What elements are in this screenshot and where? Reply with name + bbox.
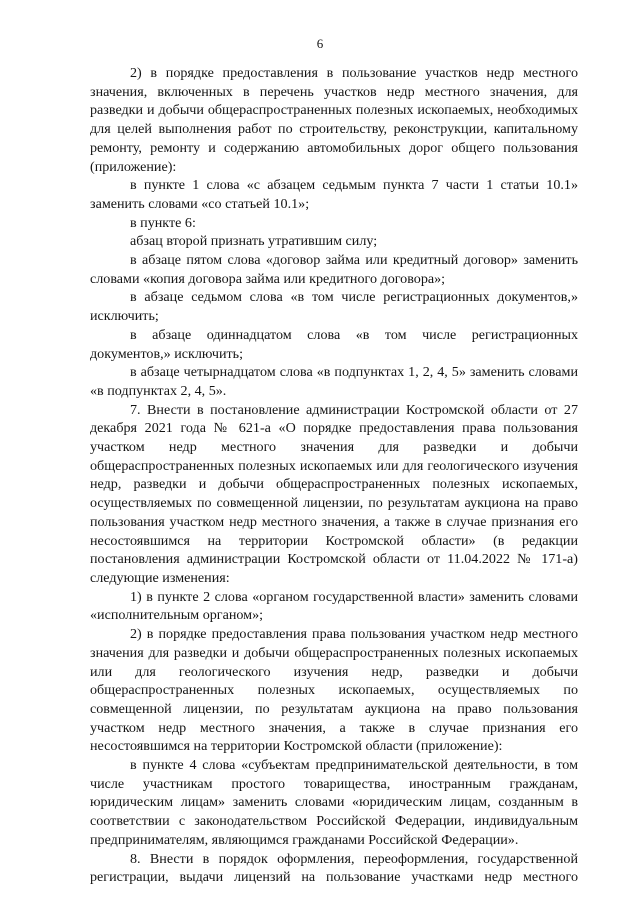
paragraph: в абзаце одиннадцатом слова «в том числе регистрационных документов,» исключить; [90, 326, 578, 362]
page-number: 6 [316, 36, 324, 51]
document-body [90, 64, 578, 887]
paragraph: 1) в пункте 2 слова «органом государственной власти» заменить словами «исполнительным органом»; [90, 588, 578, 624]
paragraph: в абзаце седьмом слова «в том числе регистрационных документов,» исключить; [90, 289, 578, 325]
paragraph: 8. Внести в порядок оформления, переоформления, государственной регистрации, выдачи лицензий на пользование участками недр местного [90, 850, 578, 886]
paragraph: в абзаце четырнадцатом слова «в подпунктах 1, 2, 4, 5» заменить словами «в подпунктах 2, 4, 5». [90, 364, 578, 399]
paragraph: 2) в порядке предоставления в пользование участков недр местного значения, включенных в перечень участков недр местного значения, для разведки и добычи общераспространенных полезных ископаемых, необходимых для целей выполнения работ по строительству, реконструкции, капитальному ремонту, ремонту и содержанию автомобильных дорог общего пользования (приложение): [90, 65, 578, 175]
paragraph: абзац второй признать утратившим силу; [130, 233, 378, 250]
paragraph: в пункте 4 слова «субъектам предпринимательской деятельности, в том числе участникам простого товарищества, иностранным гражданам, юридическим лицам» заменить словами «юридическим лицам, созданным в соответствии с законодательством Российской Федерации, индивидуальным предпринимателям, являющимся гражданами Российской Федерации». [90, 757, 578, 848]
paragraph: в пункте 6: [130, 214, 196, 231]
paragraph: 7. Внести в постановление администрации Костромской области от 27 декабря 2021 года № 621-а «О порядке предоставления права пользования участком недр местного значения для разведки и добычи общераспространенных полезных ископаемых или для геологического изучения недр, разведки и добычи общераспространенных полезных ископаемых, осуществляемых по совмещенной лицензии, по результатам аукциона на право пользования участком недр местного значения, а также в случае признания его несостоявшимся на территории Костромской области» (в редакции постановления администрации Костромской области от 11.04.2022 № 171-а) следующие изменения: [90, 401, 578, 586]
paragraph: в пункте 1 слова «с абзацем седьмым пункта 7 части 1 статьи 10.1» заменить словами «со статьей 10.1»; [90, 177, 578, 212]
paragraph: в абзаце пятом слова «договор займа или кредитный договор» заменить словами «копия договора займа или кредитного договора»; [90, 252, 578, 287]
paragraph: 2) в порядке предоставления права пользования участком недр местного значения для разведки и добычи общераспространенных полезных ископаемых или для геологического изучения недр, разведки и добычи общераспространенных полезных ископаемых, осуществляемых по совмещенной лицензии, по результатам аукциона на право пользования участком недр местного значения, а также в случае признания его несостоявшимся на территории Костромской области (приложение): [90, 626, 578, 755]
